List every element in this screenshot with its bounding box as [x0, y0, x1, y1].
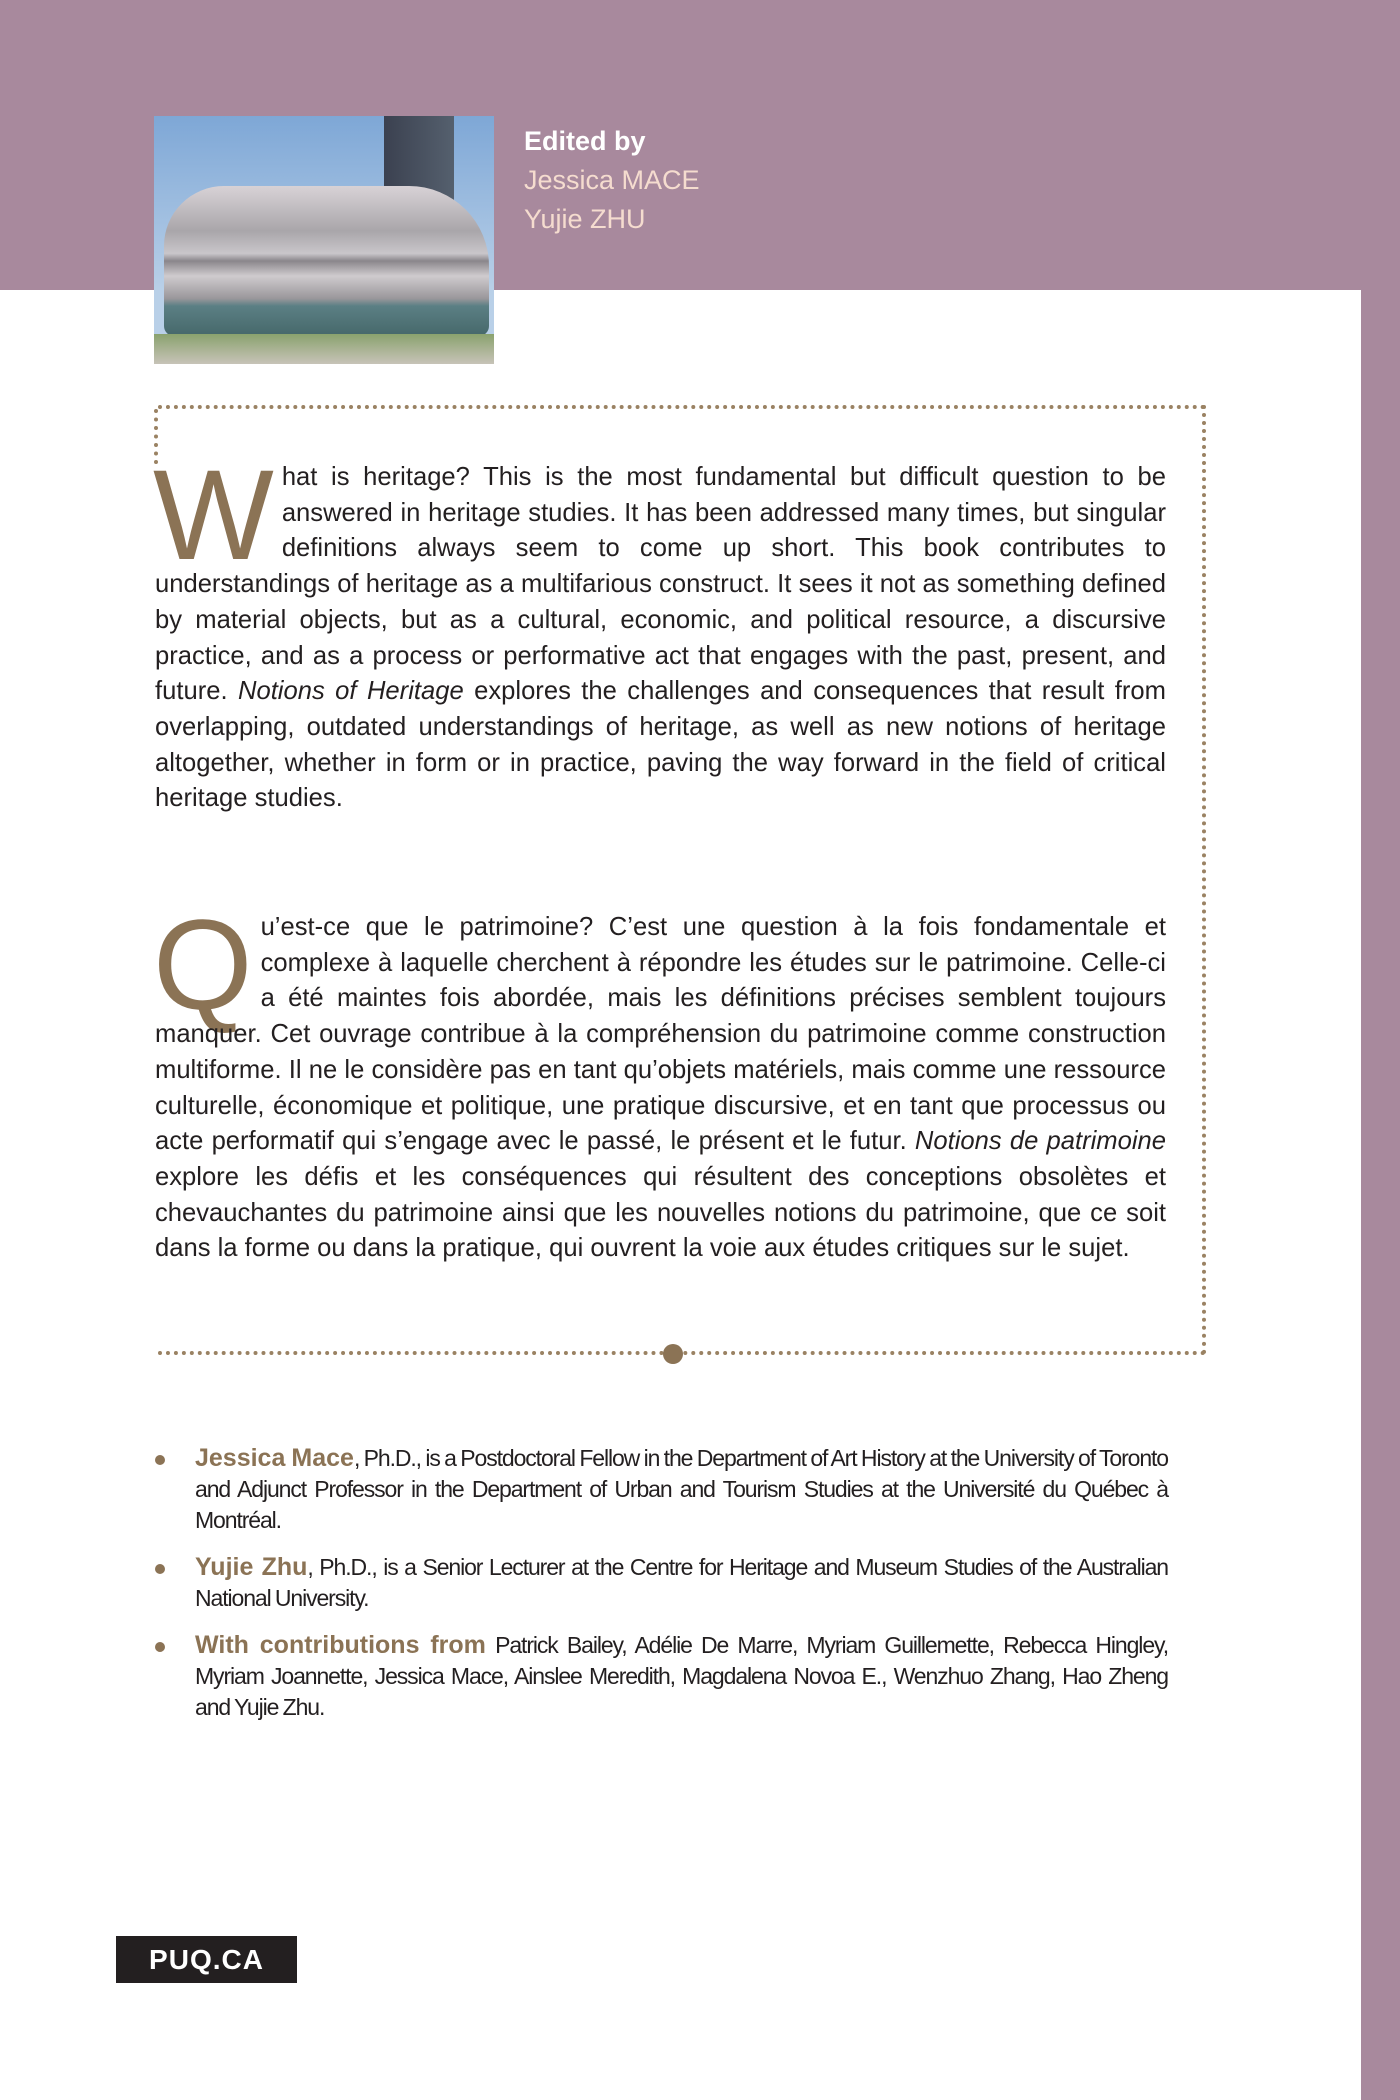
- side-strip: [1361, 0, 1400, 2100]
- bullet-icon: [155, 1564, 165, 1574]
- bio-item: [155, 1630, 1168, 1723]
- bio-text: , Ph.D., is a Postdoctoral Fellow in the Department of Art History at the University of Toronto and Adjunct Professor in the Department of Urban and Tourism Studies at the Université du Québec à Montréal.: [195, 1445, 1168, 1533]
- bullet-icon: [155, 1642, 165, 1652]
- cover-photo-building: [154, 116, 494, 364]
- publisher-logo: PUQ.CA: [116, 1936, 297, 1983]
- bio-item: [155, 1552, 1168, 1614]
- frame-end-dot: [663, 1344, 683, 1364]
- drop-cap: W: [153, 444, 274, 587]
- summary-text: explore les défis et les conséquences qui résultent des conceptions obsolètes et chevauchantes du patrimoine ainsi que les nouvelles notions du patrimoine, que ce soit dans la forme ou dans la pratique, qui ouvrent la voie aux études critiques sur le sujet.: [155, 1162, 1166, 1263]
- bio-item: [155, 1443, 1168, 1536]
- bio-name: Jessica Mace: [195, 1444, 354, 1472]
- photo-building: [164, 186, 489, 336]
- bio-text: , Ph.D., is a Senior Lecturer at the Centre for Heritage and Museum Studies of the Australian National University.: [195, 1554, 1168, 1611]
- bio-name: With contributions from: [195, 1631, 486, 1659]
- editor-name: Jessica MACE: [524, 165, 700, 195]
- editors-block: [524, 122, 700, 239]
- bio-text: Patrick Bailey, Adélie De Marre, Myriam Guillemette, Rebecca Hingley, Myriam Joannette, Jessica Mace, Ainslee Meredith, Magdalena Novoa E., Wenzhuo Zhang, Hao Zheng and Yujie Zhu.: [195, 1632, 1168, 1720]
- photo-ground: [154, 334, 494, 364]
- summary-french: [153, 894, 1166, 1267]
- drop-cap: Q: [153, 894, 253, 1037]
- edited-by-label: Edited by: [524, 126, 646, 156]
- summary-text: hat is heritage? This is the most fundamental but difficult question to be answered in heritage studies. It has been addressed many times, but singular definitions always seem to come up short. This book contributes to understandings of heritage as a multifarious construct. It sees it not as something defined by material objects, but as a cultural, economic, and political resource, a discursive practice, and as a process or performative act that engages with the past, present, and future.: [155, 463, 1166, 706]
- summary-text: u’est-ce que le patrimoine? C’est une question à la fois fondamentale et complexe à laquelle cherchent à répondre les études sur le patrimoine. Celle-ci a été maintes fois abordée, mais les définitions précises semblent toujours manquer. Cet ouvrage contribue à la compréhension du patrimoine comme construction multiforme. Il ne le considère pas en tant qu’objets matériels, mais comme une ressource culturelle, économique et politique, une pratique discursive, et en tant que processus ou acte performatif qui s’engage avec le passé, le présent et le futur.: [155, 913, 1166, 1156]
- book-title-italic: Notions of Heritage: [237, 677, 464, 706]
- summary-english: [153, 444, 1166, 817]
- editor-name: Yujie ZHU: [524, 204, 646, 234]
- contributor-bios: [155, 1443, 1168, 1739]
- bullet-icon: [155, 1455, 165, 1465]
- summary-text: explores the challenges and consequences that result from overlapping, outdated understandings of heritage, as well as new notions of heritage altogether, whether in form or in practice, paving the way forward in the field of critical heritage studies.: [155, 677, 1166, 813]
- bio-name: Yujie Zhu: [195, 1553, 308, 1581]
- book-title-italic: Notions de patrimoine: [914, 1127, 1166, 1156]
